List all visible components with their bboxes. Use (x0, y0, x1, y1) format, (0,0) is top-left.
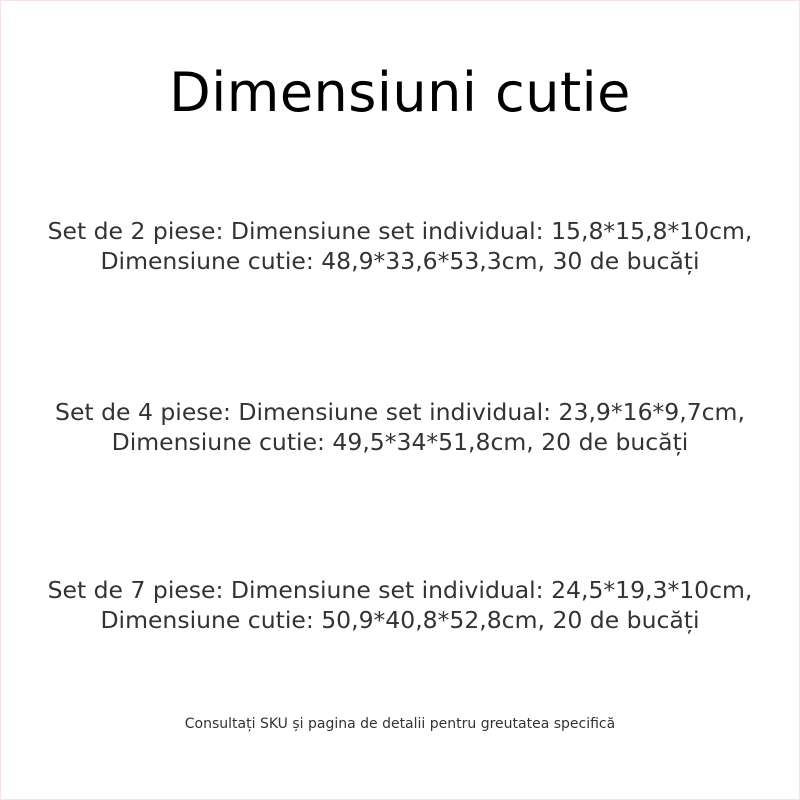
footnote: Consultați SKU și pagina de detalii pentru greutatea specifică (184, 716, 616, 732)
spec-line-individual: Set de 2 piese: Dimensiune set individual: 15,8*15,8*10cm, (47, 217, 753, 245)
spec-block-7-piece (0, 575, 800, 635)
spec-line-individual: Set de 4 piese: Dimensiune set individual: 23,9*16*9,7cm, (55, 398, 745, 426)
spec-line-box: Dimensiune cutie: 48,9*33,6*53,3cm, 30 de bucăți (100, 247, 700, 275)
spec-line-box: Dimensiune cutie: 49,5*34*51,8cm, 20 de bucăți (111, 428, 689, 456)
spec-block-4-piece (0, 397, 800, 457)
spec-line-box: Dimensiune cutie: 50,9*40,8*52,8cm, 20 de bucăți (100, 606, 700, 634)
spec-line-individual: Set de 7 piese: Dimensiune set individual: 24,5*19,3*10cm, (47, 576, 753, 604)
spec-block-2-piece (0, 216, 800, 276)
page-title: Dimensiuni cutie (169, 61, 631, 124)
